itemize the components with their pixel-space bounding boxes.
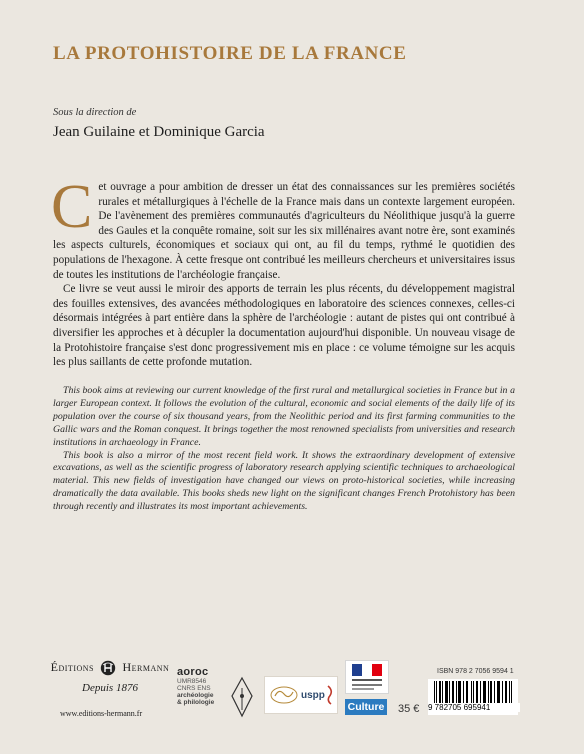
french-paragraph-1 (51, 173, 515, 282)
marianne-logo-icon (346, 661, 388, 693)
direction-label: Sous la direction de (53, 107, 137, 118)
publisher-since: Depuis 1876 (82, 682, 138, 695)
aoroc-logo (177, 666, 235, 706)
publisher-name-left: Éditions (50, 660, 94, 674)
publisher-website: www.editions-hermann.fr (60, 709, 143, 718)
drop-cap: C (51, 173, 93, 241)
publisher-name-right: Hermann (122, 660, 170, 674)
french-summary (51, 173, 515, 370)
pen-nib-icon (228, 676, 256, 718)
uspp-text: uspp (301, 690, 325, 701)
english-paragraph-1: This book aims at reviewing our current knowledge of the first rural and metallurgical societies in France but in a larger European context. It follows the evolution of the cultural, economic and social elements of the daily life of its population over the course of six thousand years, from the Neolithic period and its first farming communities to the Gallic wars and the Roman conquest. It brings together the most renowned specialists from universities and research institutions in archaeology in France. (53, 385, 515, 448)
publisher-logo (50, 660, 170, 694)
french-paragraph-2: Ce livre se veut aussi le miroir des apports de terrain les plus récents, du développement magistral des fouilles extensives, des avancées méthodologiques en laboratoire des sciences connexes, celles-ci désormais intégrées à part entière dans la sphère de l'archéologie : autant de pistes qui ont contribué à diversifier les approches et à décupler la documentation aujourd'hui disponible. Un nouveau visage de la Protohistoire française s'est donc progressivement mis en place : ce volume témoigne sur les acquis les plus saillants de cette profonde mutation. (53, 283, 515, 369)
aoroc-name: aoroc (177, 666, 209, 678)
aoroc-sub-1: UMR8546 (177, 678, 207, 685)
french-paragraph-1-text: et ouvrage a pour ambition de dresser un état des connaissances sur les premières sociétés rurales et métallurgiques à l'échelle de la France mais dans un contexte largement européen. De l'avènement des premières communautés d'agriculteurs du Néolithique jusqu'à la guerre des Gaules et la conquête romaine, soit sur les six millénaires avant notre ère, sont examinés les aspects culturels, économiques et sociaux qui ont, au fil du temps, rythmé le quotidien des populations de l'hexagone. À cette fresque ont contribué les meilleurs chercheurs et universitaires issus de toutes les institutions de l'archéologie française. (53, 181, 515, 281)
aoroc-sub-2: CNRS ENS (177, 685, 211, 692)
book-title: LA PROTOHISTOIRE DE LA FRANCE (53, 43, 407, 64)
aoroc-tag-1: archéologie (177, 692, 214, 699)
english-summary (53, 385, 515, 514)
price: 35 € (398, 703, 420, 715)
authors: Jean Guilaine et Dominique Garcia (53, 124, 265, 140)
aoroc-tag-2: & philologie (177, 699, 215, 706)
uspp-logo (264, 676, 338, 714)
english-paragraph-2: This book is also a mirror of the most recent field work. It shows the extraordinary development of extensive excavations, as well as the scientific progress of laboratory research applying scientific techniques to archaeological material. This new fields of investigation have changed our views on proto-historical societies, while increasing dramatically the data available. This books sheds new light on the significant changes French Protohistory has been through recently and illustrates its most important achievements. (53, 449, 515, 513)
barcode-digits: 9 782705 695941 (428, 703, 520, 712)
publisher-name (50, 660, 170, 676)
hermann-emblem-icon (100, 660, 116, 676)
marianne-logo (345, 660, 389, 694)
culture-logo: Culture (345, 699, 387, 715)
uspp-logo-icon (267, 678, 301, 712)
isbn: ISBN 978 2 7056 9594 1 (437, 668, 514, 675)
